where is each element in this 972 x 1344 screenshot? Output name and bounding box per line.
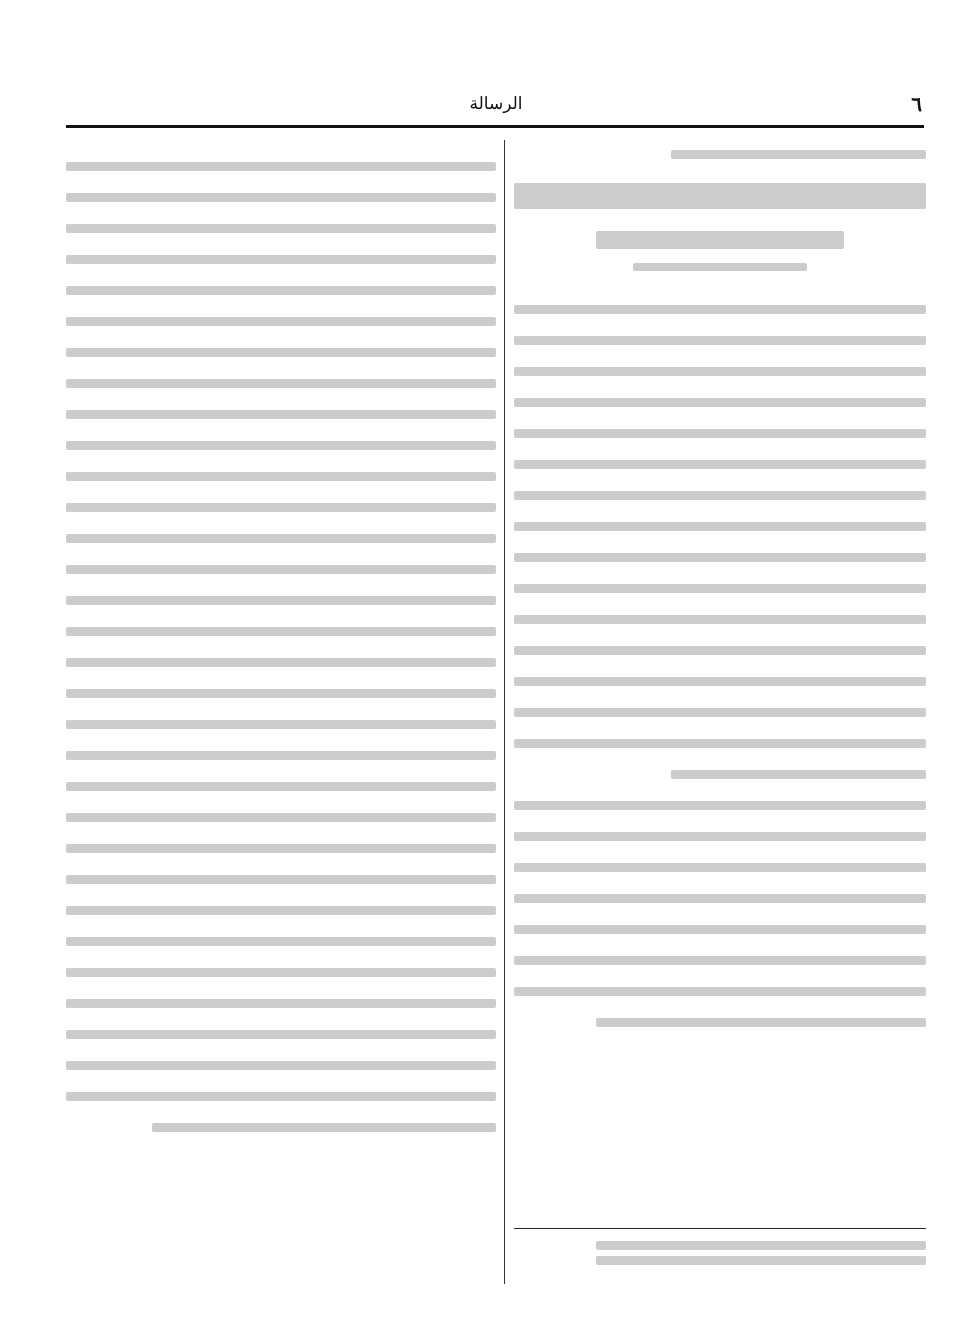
running-title: الرسالة [469,94,523,114]
article-body-right [514,305,926,1027]
article-title-block [514,150,926,271]
footnotes [514,1228,926,1271]
header-rule [66,125,924,128]
page-header [70,86,922,122]
article-column-right [514,140,926,1049]
article-column-left [66,140,496,1154]
column-divider [504,140,505,1284]
page-number: ٦ [911,92,922,116]
article-body-left [66,162,496,1132]
